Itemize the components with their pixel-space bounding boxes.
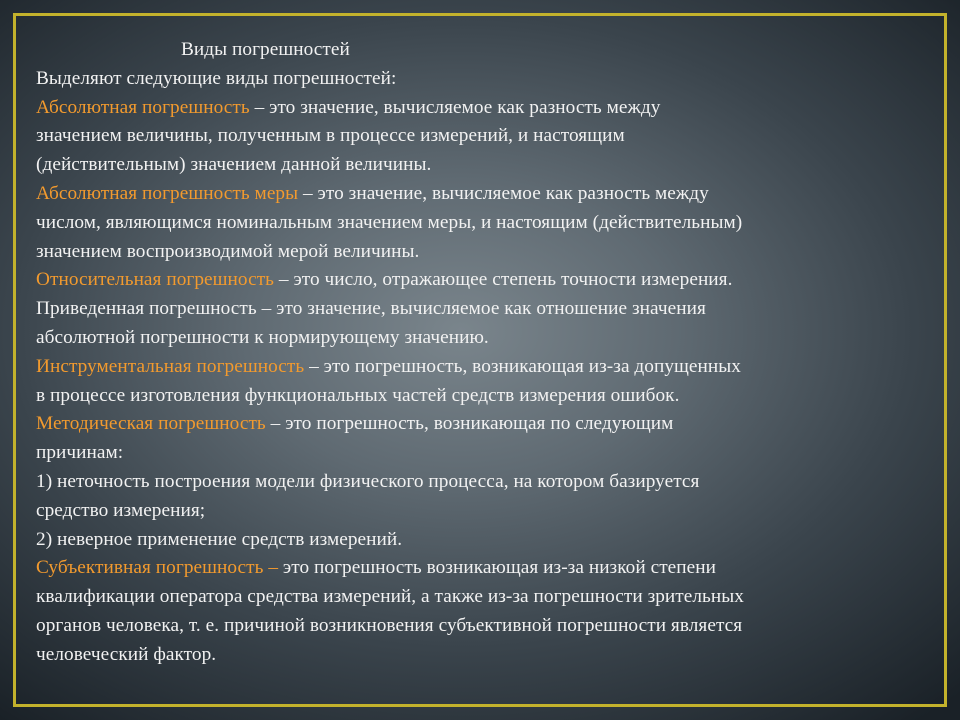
subjective-error-text: это погрешность возникающая из-за низкой степени	[278, 557, 716, 579]
absolute-error-of-measure-text: значением воспроизводимой мерой величины.	[36, 240, 420, 262]
absolute-error-text: значением величины, полученным в процессе измерений, и настоящим	[36, 125, 625, 147]
relative-error-term: Относительная погрешность	[36, 269, 275, 291]
methodical-error-text: причинам:	[36, 442, 124, 464]
subjective-error-text: органов человека, т. е. причиной возникновения субъективной погрешности является	[36, 614, 743, 636]
instrumental-error-term: Инструментальная погрешность	[36, 355, 305, 377]
reduced-error-text: абсолютной погрешности к нормирующему значению.	[36, 326, 489, 348]
methodical-error-paragraph	[36, 410, 936, 554]
subjective-error-dash: –	[263, 557, 279, 579]
absolute-error-text: – это значение, вычисляемое как разность между	[249, 96, 661, 118]
absolute-error-text: (действительным) значением данной величины.	[36, 154, 432, 176]
subjective-error-term: Субъективная погрешность	[36, 557, 264, 579]
absolute-error-paragraph	[36, 94, 936, 180]
relative-error-paragraph	[36, 266, 936, 295]
subjective-error-paragraph	[36, 554, 936, 669]
methodical-reason-1: 1) неточность построения модели физического процесса, на котором базируется	[36, 470, 700, 492]
absolute-error-of-measure-text: – это значение, вычисляемое как разность между	[298, 182, 709, 204]
absolute-error-term: Абсолютная погрешность	[36, 96, 250, 118]
absolute-error-of-measure-text: числом, являющимся номинальным значением меры, и настоящим (действительным)	[36, 211, 743, 233]
instrumental-error-text: – это погрешность, возникающая из-за допущенных	[304, 355, 741, 377]
slide-body	[36, 36, 936, 670]
methodical-error-text: – это погрешность, возникающая по следующим	[265, 413, 674, 435]
methodical-error-term: Методическая погрешность	[36, 413, 266, 435]
instrumental-error-text: в процессе изготовления функциональных частей средств измерения ошибок.	[36, 384, 680, 406]
reduced-error-text: Приведенная погрешность – это значение, вычисляемое как отношение значения	[36, 298, 706, 320]
absolute-error-of-measure-term: Абсолютная погрешность меры	[36, 182, 299, 204]
methodical-reason-2: 2) неверное применение средств измерений.	[36, 528, 403, 550]
intro-text: Выделяют следующие виды погрешностей:	[36, 67, 397, 89]
slide-title: Виды погрешностей	[181, 39, 350, 60]
subjective-error-text: человеческий фактор.	[36, 643, 217, 665]
subjective-error-text: квалификации оператора средства измерений, а также из-за погрешности зрительных	[36, 586, 744, 608]
absolute-error-of-measure-paragraph	[36, 180, 936, 266]
relative-error-text: – это число, отражающее степень точности измерения.	[274, 269, 733, 291]
instrumental-error-paragraph	[36, 353, 936, 411]
methodical-reason-1: средство измерения;	[36, 499, 206, 521]
reduced-error-paragraph	[36, 295, 936, 353]
